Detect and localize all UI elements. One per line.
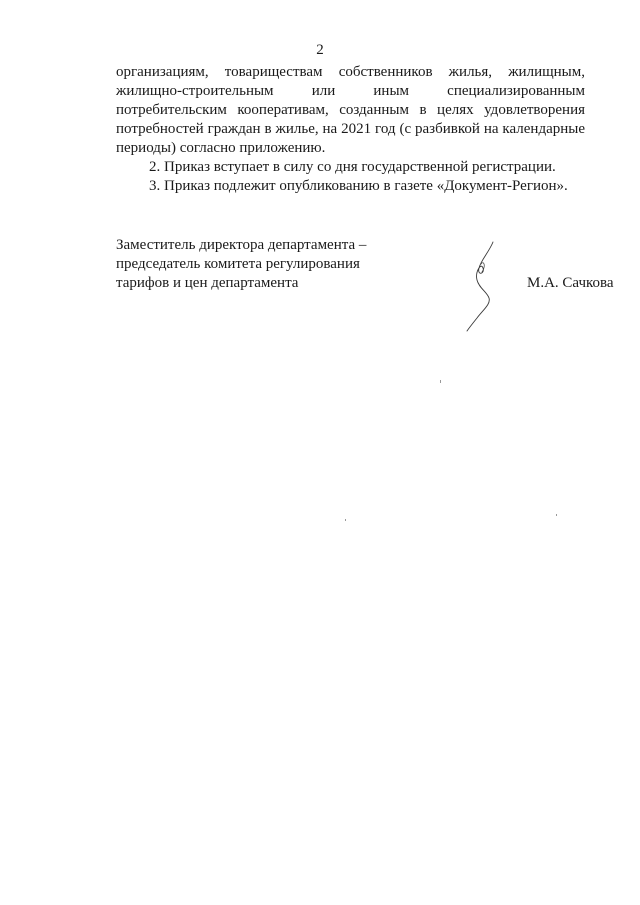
signer-position-line-2: председатель комитета регулирования: [116, 256, 360, 272]
signer-position: [116, 236, 416, 293]
handwritten-signature: [455, 238, 515, 333]
signer-position-line-3: тарифов и цен департамента: [116, 275, 299, 291]
scan-speck: [345, 519, 346, 521]
paragraph-item-2: 2. Приказ вступает в силу со дня государственной регистрации.: [149, 159, 556, 175]
scan-speck: [440, 380, 441, 383]
scan-speck: [556, 514, 557, 516]
page-number: 2: [316, 42, 324, 58]
document-body: [116, 63, 585, 196]
signer-name: М.А. Сачкова: [527, 275, 614, 291]
paragraph-continuation: организациям, товариществам собственников жилья, жилищным, жилищно-строительным или иным специализированным потребительским кооперативам, созданным в целях удовлетворения потребностей граждан в жилье, на 2021 год (с разбивкой на календарные периоды) согласно приложению.: [116, 64, 585, 156]
signer-position-line-1: Заместитель директора департамента –: [116, 237, 367, 253]
paragraph-item-3: 3. Приказ подлежит опубликованию в газете «Документ-Регион».: [149, 178, 568, 194]
